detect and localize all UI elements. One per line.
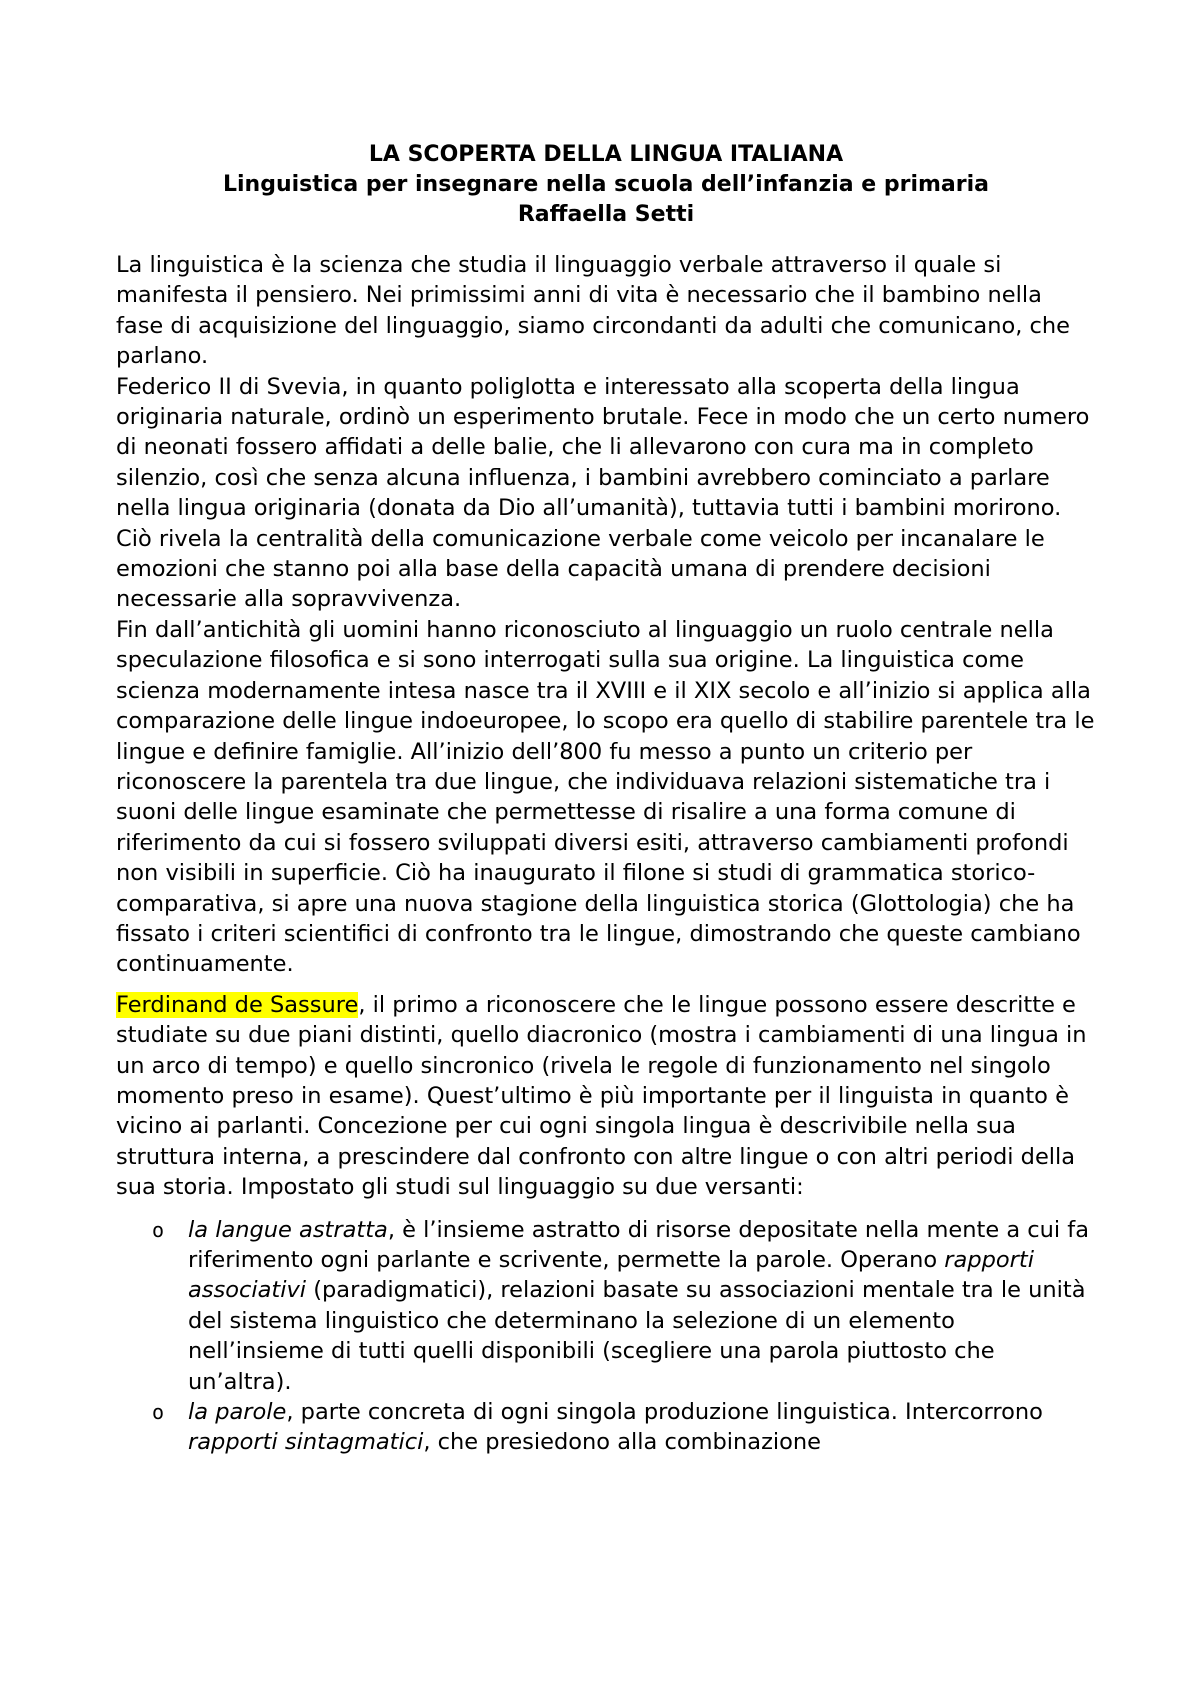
list-item-text: , parte concreta di ogni singola produzione linguistica. Intercorrono [286, 1399, 1043, 1426]
paragraph-linguistics-definition: La linguistica è la scienza che studia il linguaggio verbale attraverso il quale si manifesta il pensiero. Nei primissimi anni di vita è necessario che il bambino nella fase di acquisizione del linguaggio, siamo circondanti da adulti che comunicano, che parlano. [116, 252, 1070, 370]
term-rapporti-associativi: rapporti associativi [188, 1247, 1034, 1304]
term-rapporti-sintagmatici: rapporti sintagmatici [188, 1429, 424, 1456]
list-item-text: , che presiedono alla combinazione [423, 1429, 822, 1456]
list-item [116, 1397, 1096, 1458]
document-header [116, 140, 1096, 230]
paragraph-history-linguistics: Fin dall’antichità gli uomini hanno riconosciuto al linguaggio un ruolo centrale nella speculazione filosofica e si sono interrogati sulla sua origine. La linguistica come scienza modernamente intesa nasce tra il XVIII e il XIX secolo e all’inizio si applica alla comparazione delle lingue indoeuropee, lo scopo era quello di stabilire parentele tra le lingue e definire famiglie. All’inizio dell’800 fu messo a punto un criterio per riconoscere la parentela tra due lingue, che individuava relazioni sistematiche tra i suoni delle lingue esaminate che permettesse di risalire a una forma comune di riferimento da cui si fossero sviluppati diversi esiti, attraverso cambiamenti profondi non visibili in superficie. Ciò ha inaugurato il filone si studi di grammatica storico-comparativa, si apre una nuova stagione della linguistica storica (Glottologia) che ha fissato i criteri scientifici di confronto tra le lingue, dimostrando che queste cambiano continuamente. [116, 616, 1095, 978]
document-subtitle: Linguistica per insegnare nella scuola dell’infanzia e primaria [222, 172, 990, 197]
bullet-list [116, 1215, 1096, 1458]
paragraph-federico-ii: Federico II di Svevia, in quanto poliglotta e interessato alla scoperta della lingua originaria naturale, ordinò un esperimento brutale. Fece in modo che un certo numero di neonati fossero affidati a delle balie, che li allevarono con cura ma in completo silenzio, così che senza alcuna influenza, i bambini avrebbero cominciato a parlare nella lingua originaria (donata da Dio all’umanità), tuttavia tutti i bambini morirono. Ciò rivela la centralità della comunicazione verbale come veicolo per incanalare le emozioni che stanno poi alla base della capacità umana di prendere decisioni necessarie alla sopravvivenza. [116, 373, 1090, 613]
bullet-circle-icon: o [152, 1217, 165, 1242]
list-item-text: , è l’insieme astratto di risorse depositate nella mente a cui fa riferimento ogni parlante e scrivente, permette la parole. Operano [188, 1216, 1090, 1273]
list-item-text: (paradigmatici), relazioni basate su associazioni mentale tra le unità del sistema linguistico che determinano la selezione di un elemento nell’insieme di tutti quelli disponibili (scegliere una parola piuttosto che un’altra). [188, 1277, 1086, 1395]
list-item [116, 1215, 1096, 1397]
document-body [116, 250, 1096, 1458]
highlighted-name: Ferdinand de Sassure [116, 991, 359, 1018]
document-author: Raffaella Setti [517, 202, 695, 227]
document-title: LA SCOPERTA DELLA LINGUA ITALIANA [368, 142, 844, 167]
bullet-circle-icon: o [152, 1400, 165, 1425]
paragraph-saussure-text: , il primo a riconoscere che le lingue possono essere descritte e studiate su due piani distinti, quello diacronico (mostra i cambiamenti di una lingua in un arco di tempo) e quello sincronico (rivela le regole di funzionamento nel singolo momento preso in esame). Quest’ultimo è più importante per il linguista in quanto è vicino ai parlanti. Concezione per cui ogni singola lingua è descrivibile nella sua struttura interna, a prescindere dal confronto con altre lingue o con altri periodi della sua storia. Impostato gli studi sul linguaggio su due versanti: [116, 991, 1087, 1201]
term-langue: la langue astratta [188, 1216, 388, 1243]
paragraph-saussure [116, 990, 1096, 1203]
document-page [116, 140, 1096, 1458]
term-parole: la parole [188, 1399, 287, 1426]
